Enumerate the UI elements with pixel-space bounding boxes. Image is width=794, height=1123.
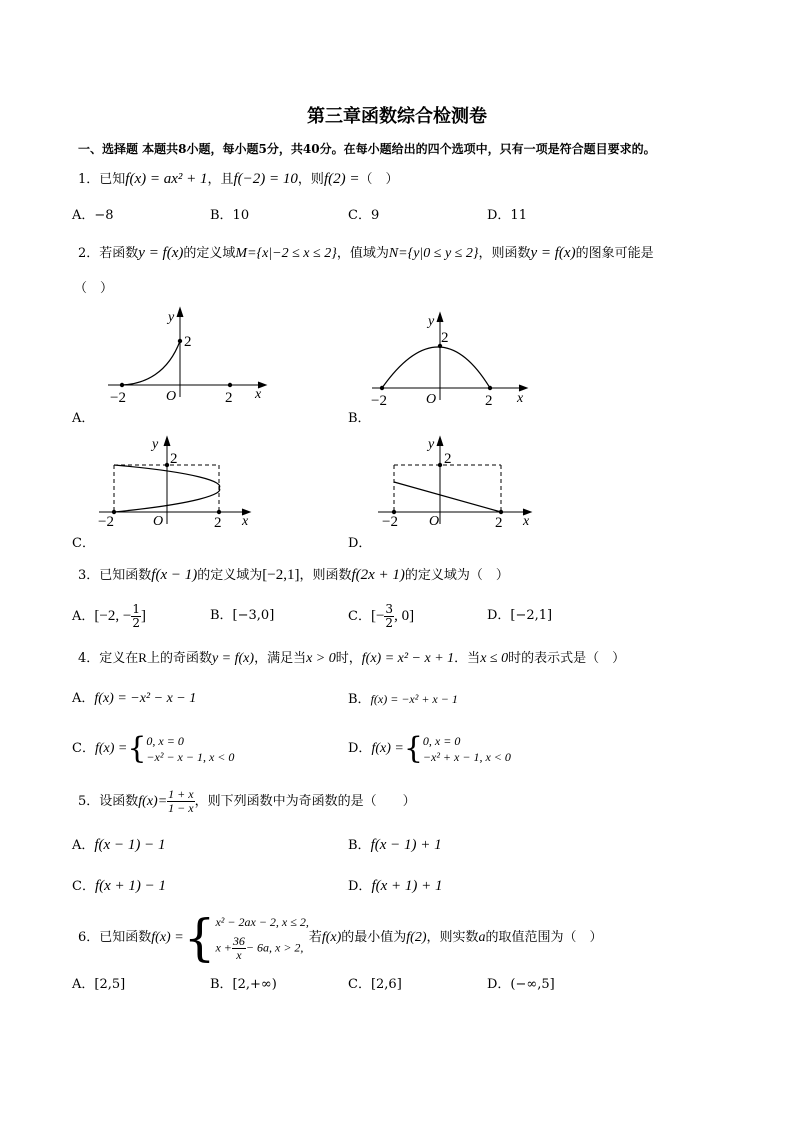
q1-option-d: D．11 [487, 208, 527, 223]
section-heading: 一、选择题 本题共8小题，每小题5分，共40分。在每小题给出的四个选项中，只有一项是符合题目要求的。 [78, 142, 656, 156]
axis-x-label: x [517, 391, 524, 406]
question-2-paren: （ ） [74, 281, 114, 296]
q4-option-c: C．f(x) ={ 0, x = 0 −x² − x − 1, x < 0 [72, 730, 235, 766]
axis-y-label: y [152, 437, 159, 452]
graph-d [374, 432, 539, 532]
q5-option-a: A．f(x − 1) − 1 [72, 837, 166, 853]
q3-option-d: D．[−2,1] [487, 608, 553, 623]
q1-option-c: C．9 [348, 208, 380, 223]
axis-y-label: y [428, 314, 435, 329]
axis-x-label: x [523, 514, 530, 529]
question-5-stem: 5．设函数f(x)= $\frac{1 + x}{1 - x}$ ，则下列函数中为奇函数的是（ ） [78, 787, 416, 815]
label-neg2: −2 [98, 514, 114, 530]
origin-label: O [153, 514, 164, 529]
q6-option-c: C．[2,6] [348, 977, 402, 992]
label-two: 2 [495, 515, 503, 531]
axis-x-label: x [242, 514, 249, 529]
axis-y-label: y [428, 437, 435, 452]
question-6-stem: 6．已知函数f(x) ={ x² − 2ax − 2, x ≤ 2, x + $\frac{36}{x}$ − 6a, x > 2, 若f(x)的最小值为f(2)，则实数a的取值范围为（ ） [78, 908, 603, 967]
q6-option-a: A．[2,5] [72, 977, 126, 992]
q2-option-d-label: D． [348, 536, 372, 551]
q2-option-c-label: C． [72, 536, 95, 551]
question-4-stem: 4．定义在R上的奇函数y = f(x)，满足当x > 0时，f(x) = x² − x + 1．当x ≤ 0时的表示式是（ ） [78, 650, 626, 666]
question-1-stem: 1．已知f(x) = ax² + 1，且f(−2) = 10，则f(2) =（ ） [78, 171, 399, 187]
graph-a [100, 305, 275, 405]
label-two: 2 [184, 334, 192, 350]
page-title: 第三章函数综合检测卷 [307, 106, 487, 127]
origin-label: O [166, 389, 177, 404]
label-two: 2 [170, 451, 178, 467]
q4-option-b: B．f(x) = −x² + x − 1 [348, 692, 458, 707]
origin-label: O [429, 514, 440, 529]
label-two: 2 [214, 515, 222, 531]
axis-y-label: y [168, 310, 175, 325]
q1-option-a: A．−8 [72, 208, 114, 223]
q6-option-b: B．[2,+∞) [210, 977, 277, 992]
q6-option-d: D．(−∞,5] [487, 977, 555, 992]
label-neg2: −2 [371, 393, 387, 409]
label-neg2: −2 [382, 514, 398, 530]
q2-option-b-label: B． [348, 411, 371, 426]
graph-c [95, 432, 260, 532]
label-two: 2 [485, 393, 493, 409]
label-two: 2 [441, 330, 449, 346]
q5-option-c: C．f(x + 1) − 1 [72, 878, 167, 894]
q5-option-b: B．f(x − 1) + 1 [348, 837, 442, 853]
q3-option-a: A．[−2, − $\frac{1}{2}$ ] [72, 602, 146, 630]
graph-b [368, 310, 533, 410]
q4-option-a: A．f(x) = −x² − x − 1 [72, 691, 197, 706]
question-2-stem: 2．若函数y = f(x)的定义域M={x|−2 ≤ x ≤ 2}，值域为N={y|0 ≤ y ≤ 2}，则函数y = f(x)的图象可能是 [78, 245, 654, 261]
q3-option-b: B．[−3,0] [210, 608, 275, 623]
q4-option-d: D．f(x) ={ 0, x = 0 −x² + x − 1, x < 0 [348, 730, 511, 766]
label-two: 2 [225, 390, 233, 406]
origin-label: O [426, 392, 437, 407]
q5-option-d: D．f(x + 1) + 1 [348, 878, 443, 894]
q3-option-c: C．[− $\frac{3}{2}$ , 0] [348, 602, 415, 630]
question-3-stem: 3．已知函数f(x − 1)的定义域为[−2,1]，则函数f(2x + 1)的定义域为（ ） [78, 567, 509, 583]
label-neg2: −2 [110, 390, 126, 406]
label-two: 2 [444, 451, 452, 467]
q2-option-a-label: A． [72, 411, 95, 426]
q1-option-b: B．10 [210, 208, 250, 223]
axis-x-label: x [255, 387, 262, 402]
